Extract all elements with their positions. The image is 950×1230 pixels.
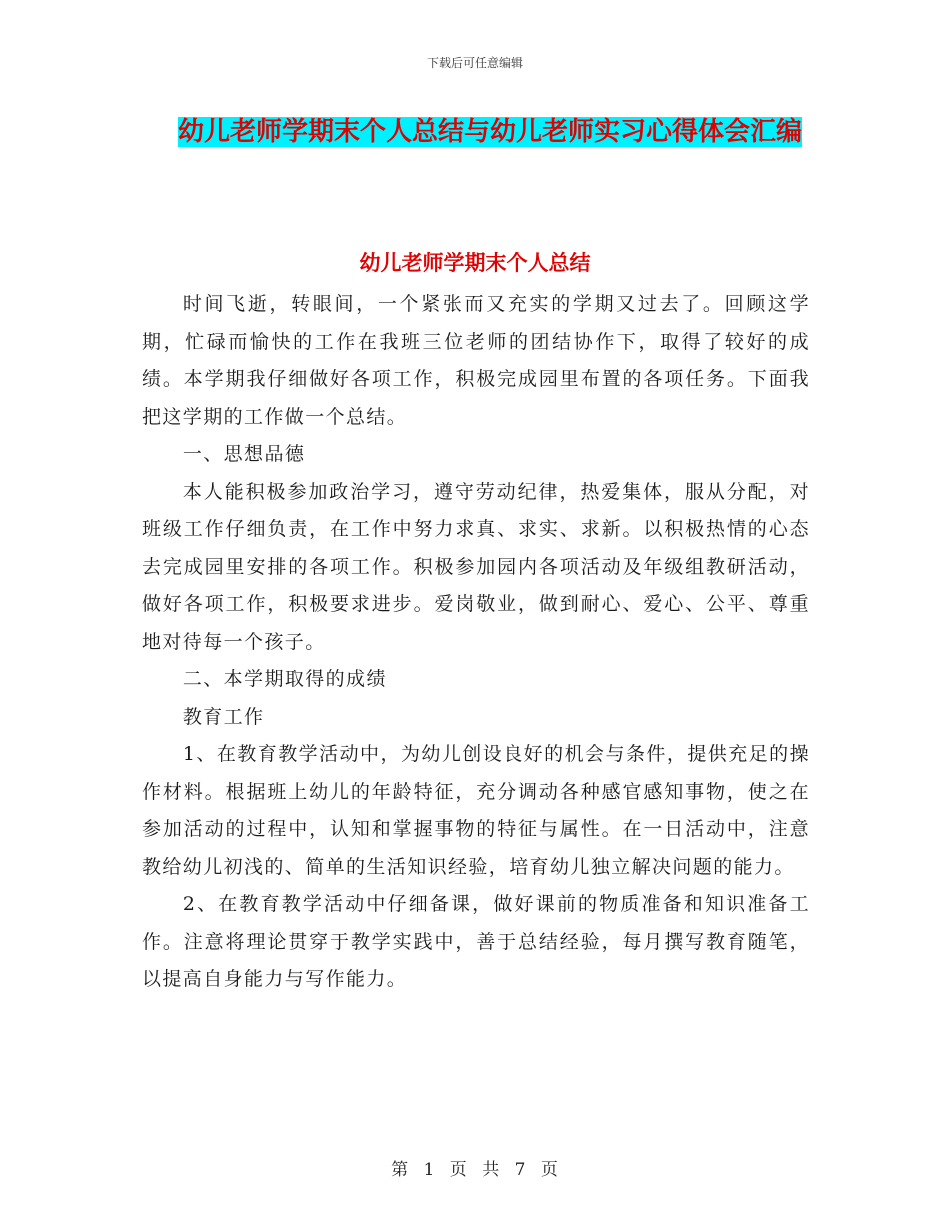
footer-total-pages: 7 xyxy=(514,1160,527,1180)
footer-total-word: 共 xyxy=(482,1160,501,1180)
document-title xyxy=(160,112,820,152)
paragraph-moral-character: 本人能积极参加政治学习，遵守劳动纪律，热爱集体，服从分配，对班级工作仔细负责，在工作中努力求真、求实、求新。以积极热情的心态去完成园里安排的各项工作。积极参加园内各项活动及年级组教研活动，做好各项工作，积极要求进步。爱岗敬业，做到耐心、爱心、公平、尊重地对待每一个孩子。 xyxy=(142,480,810,653)
paragraph-intro: 时间飞逝，转眼间，一个紧张而又充实的学期又过去了。回顾这学期，忙碌而愉快的工作在我班三位老师的团结协作下，取得了较好的成绩。本学期我仔细做好各项工作，积极完成园里布置的各项任务。下面我把这学期的工作做一个总结。 xyxy=(142,293,810,428)
header-note: 下载后可任意编辑 xyxy=(426,56,523,70)
footer-page-unit: 页 xyxy=(449,1160,468,1180)
page-footer xyxy=(0,1155,950,1180)
document-body xyxy=(142,286,810,999)
paragraph-education-item-2: 2、在教育教学活动中仔细备课，做好课前的物质准备和知识准备工作。注意将理论贯穿于教学实践中，善于总结经验，每月撰写教育随笔，以提高自身能力与写作能力。 xyxy=(142,893,810,990)
section-title: 幼儿老师学期末个人总结 xyxy=(359,251,591,275)
subheading-education-work: 教育工作 xyxy=(182,705,265,728)
heading-achievements: 二、本学期取得的成绩 xyxy=(182,668,387,690)
footer-page-number: 1 xyxy=(423,1160,436,1180)
document-title-text: 幼儿老师学期末个人总结与幼儿老师实习心得体会汇编 xyxy=(177,117,802,147)
heading-moral-character: 一、思想品德 xyxy=(182,443,306,465)
paragraph-education-item-1: 1、在教育教学活动中，为幼儿创设良好的机会与条件，提供充足的操作材料。根据班上幼儿的年龄特征，充分调动各种感官感知事物，使之在参加活动的过程中，认知和掌握事物的特征与属性。在一日活动中，注意教给幼儿初浅的、简单的生活知识经验，培育幼儿独立解决问题的能力。 xyxy=(142,743,810,878)
footer-total-unit: 页 xyxy=(540,1160,559,1180)
footer-page-word: 第 xyxy=(391,1160,410,1180)
